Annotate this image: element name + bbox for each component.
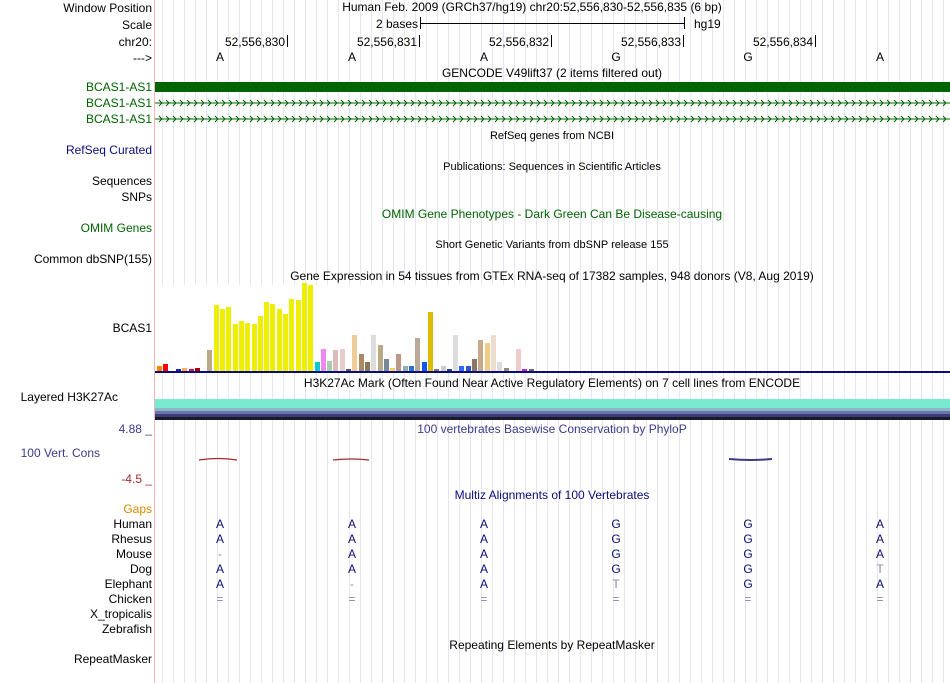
gtex-tissue-bar[interactable]	[415, 338, 420, 371]
ruler-tick	[551, 35, 552, 47]
alignment-base: T	[612, 577, 620, 591]
window-position-label: Window Position	[63, 1, 152, 15]
assembly-title: Human Feb. 2009 (GRCh37/hg19) chr20:52,556,830-52,556,835 (6 bp)	[342, 0, 722, 14]
dbsnp-track-label[interactable]: Common dbSNP(155)	[33, 252, 152, 266]
alignment-base: =	[876, 592, 884, 606]
alignment-base: A	[875, 577, 884, 591]
ruler-tick	[815, 35, 816, 47]
chrom-label: chr20:	[118, 35, 152, 49]
gtex-tissue-bar[interactable]	[497, 362, 502, 371]
alignment-base: G	[743, 532, 753, 546]
gtex-tissue-bar[interactable]	[359, 354, 364, 371]
publications-track-title: Publications: Sequences in Scientific Articles	[443, 161, 661, 173]
species-label-dog[interactable]: Dog	[129, 562, 152, 576]
gtex-tissue-bar[interactable]	[226, 307, 231, 371]
species-label-elephant[interactable]: Elephant	[104, 577, 152, 591]
alignment-base: =	[216, 592, 224, 606]
dbsnp-track-title: Short Genetic Variants from dbSNP release 155	[435, 239, 669, 251]
omim-track-title: OMIM Gene Phenotypes - Dark Green Can Be Disease-causing	[381, 207, 723, 221]
ruler-position: 52,556,834	[752, 35, 813, 49]
species-label-zebrafish[interactable]: Zebrafish	[101, 622, 152, 636]
alignment-base: G	[611, 517, 621, 531]
ruler-tick	[419, 35, 420, 47]
scale-label: Scale	[121, 18, 152, 32]
alignment-base: A	[479, 517, 488, 531]
alignment-base: T	[876, 562, 884, 576]
gtex-tissue-bar[interactable]	[214, 305, 219, 371]
reference-base: A	[215, 50, 224, 64]
alignment-base: A	[479, 532, 488, 546]
gtex-tissue-bar[interactable]	[516, 349, 521, 371]
gtex-tissue-bar[interactable]	[270, 304, 275, 371]
alignment-base: A	[215, 577, 224, 591]
alignment-base: G	[611, 547, 621, 561]
alignment-base: -	[218, 547, 222, 561]
gtex-tissue-bar[interactable]	[302, 283, 307, 371]
reference-base: G	[743, 50, 753, 64]
gtex-tissue-bar[interactable]	[289, 299, 294, 371]
gtex-tissue-bar[interactable]	[163, 364, 168, 371]
gtex-tissue-bar[interactable]	[478, 340, 483, 371]
h3k27ac-layer	[155, 417, 950, 420]
alignment-base: A	[479, 547, 488, 561]
alignment-base: =	[612, 592, 620, 606]
alignment-base: A	[347, 562, 356, 576]
alignment-base: G	[743, 577, 753, 591]
strand-label: --->	[133, 51, 152, 65]
gencode-item-label[interactable]: BCAS1-AS1	[85, 96, 152, 110]
gtex-tissue-bar[interactable]	[283, 314, 288, 371]
gtex-tissue-bar[interactable]	[315, 362, 320, 371]
alignment-base: A	[347, 547, 356, 561]
alignment-base: A	[347, 532, 356, 546]
alignment-base: A	[347, 517, 356, 531]
species-label-mouse[interactable]: Mouse	[115, 547, 152, 561]
gencode-exon-block[interactable]	[155, 82, 950, 92]
gtex-tissue-bar[interactable]	[371, 335, 376, 371]
gtex-tissue-bar[interactable]	[308, 285, 313, 371]
gtex-tissue-bar[interactable]	[352, 335, 357, 371]
reference-base: A	[479, 50, 488, 64]
ruler-position: 52,556,833	[620, 35, 681, 49]
gtex-tissue-bar[interactable]	[453, 335, 458, 371]
multiz-track-title: Multiz Alignments of 100 Vertebrates	[454, 488, 650, 502]
gtex-tissue-bar[interactable]	[472, 359, 477, 371]
gtex-tissue-bar[interactable]	[239, 321, 244, 371]
scale-bar-right	[684, 17, 685, 29]
ruler-tick	[683, 35, 684, 47]
gtex-track-label[interactable]: BCAS1	[112, 321, 152, 335]
phylop-min-label: -4.5 _	[121, 472, 152, 486]
gtex-tissue-bar[interactable]	[327, 361, 332, 371]
h3k27ac-signal[interactable]	[155, 399, 950, 420]
gtex-tissue-bar[interactable]	[220, 309, 225, 371]
refseq-track-title: RefSeq genes from NCBI	[489, 130, 615, 142]
alignment-base: G	[743, 547, 753, 561]
track-area[interactable]	[155, 0, 950, 683]
gtex-tissue-bar[interactable]	[378, 345, 383, 371]
ruler-tick	[287, 35, 288, 47]
repeatmasker-track-label[interactable]: RepeatMasker	[73, 652, 152, 666]
gtex-tissue-bar[interactable]	[333, 350, 338, 371]
gencode-intron-line[interactable]	[155, 98, 950, 108]
gaps-label[interactable]: Gaps	[123, 502, 152, 516]
alignment-base: G	[611, 562, 621, 576]
alignment-base: A	[875, 547, 884, 561]
reference-base: A	[347, 50, 356, 64]
gtex-tissue-bar[interactable]	[252, 324, 257, 371]
gtex-tissue-bar[interactable]	[340, 349, 345, 371]
gencode-track-title: GENCODE V49lift37 (2 items filtered out)	[441, 66, 663, 80]
alignment-base: A	[215, 562, 224, 576]
reference-base: G	[611, 50, 621, 64]
snps-track-label[interactable]: SNPs	[121, 190, 152, 204]
h3k27ac-track-title: H3K27Ac Mark (Often Found Near Active Regulatory Elements) on 7 cell lines from ENCODE	[303, 376, 801, 390]
alignment-base: =	[480, 592, 488, 606]
gtex-tissue-bar[interactable]	[296, 300, 301, 371]
ruler-position: 52,556,830	[224, 35, 285, 49]
scale-assembly: hg19	[694, 17, 721, 31]
alignment-base: G	[743, 517, 753, 531]
gtex-tissue-bar[interactable]	[245, 323, 250, 371]
h3k27ac-layer	[155, 399, 950, 408]
gtex-tissue-bar[interactable]	[485, 343, 490, 371]
gencode-item-label[interactable]: BCAS1-AS1	[85, 112, 152, 126]
phylop-track-label[interactable]: 100 Vert. Cons	[20, 446, 100, 460]
track-label-column	[0, 0, 154, 683]
gtex-tissue-bar[interactable]	[233, 324, 238, 371]
ruler-position: 52,556,832	[488, 35, 549, 49]
gtex-tissue-bar[interactable]	[422, 362, 427, 371]
gtex-tissue-bar[interactable]	[365, 362, 370, 371]
species-label-rhesus[interactable]: Rhesus	[111, 532, 152, 546]
gtex-tissue-bar[interactable]	[396, 354, 401, 371]
alignment-base: -	[350, 577, 354, 591]
alignment-base: A	[875, 517, 884, 531]
gencode-intron-line[interactable]	[155, 114, 950, 124]
phylop-signal[interactable]	[155, 455, 950, 465]
repeatmasker-track-title: Repeating Elements by RepeatMasker	[449, 638, 655, 652]
alignment-base: A	[215, 517, 224, 531]
gtex-track-title: Gene Expression in 54 tissues from GTEx RNA-seq of 17382 samples, 948 donors (V8, Aug 2019)	[290, 269, 814, 283]
alignment-base: =	[744, 592, 752, 606]
species-label-chicken[interactable]: Chicken	[108, 592, 152, 606]
alignment-base: G	[743, 562, 753, 576]
omim-track-label[interactable]: OMIM Genes	[80, 221, 152, 235]
gtex-tissue-bar[interactable]	[384, 359, 389, 371]
species-label-x-tropicalis[interactable]: X_tropicalis	[89, 607, 152, 621]
scale-bar	[420, 23, 684, 24]
alignment-base: A	[479, 562, 488, 576]
alignment-base: A	[479, 577, 488, 591]
gtex-tissue-bar[interactable]	[277, 309, 282, 371]
alignment-base: A	[215, 532, 224, 546]
gtex-tissue-bar[interactable]	[321, 349, 326, 371]
h3k27ac-track-label[interactable]: Layered H3K27Ac	[20, 390, 118, 404]
phylop-max-label: 4.88 _	[118, 422, 152, 436]
alignment-base: A	[875, 532, 884, 546]
scale-text: 2 bases	[375, 17, 418, 31]
sequences-track-label[interactable]: Sequences	[91, 174, 152, 188]
reference-base: A	[875, 50, 884, 64]
gtex-tissue-bar[interactable]	[491, 335, 496, 371]
gencode-item-label[interactable]: BCAS1-AS1	[85, 80, 152, 94]
phylop-track-title: 100 vertebrates Basewise Conservation by PhyloP	[417, 422, 687, 436]
gtex-tissue-bar[interactable]	[428, 312, 433, 371]
refseq-track-label[interactable]: RefSeq Curated	[65, 143, 152, 157]
ruler-position: 52,556,831	[356, 35, 417, 49]
alignment-base: G	[611, 532, 621, 546]
gtex-tissue-bar[interactable]	[207, 350, 212, 371]
gtex-tissue-bar[interactable]	[264, 302, 269, 371]
gtex-baseline	[155, 371, 950, 373]
alignment-base: =	[348, 592, 356, 606]
species-label-human[interactable]: Human	[113, 517, 152, 531]
gtex-tissue-bar[interactable]	[258, 316, 263, 371]
